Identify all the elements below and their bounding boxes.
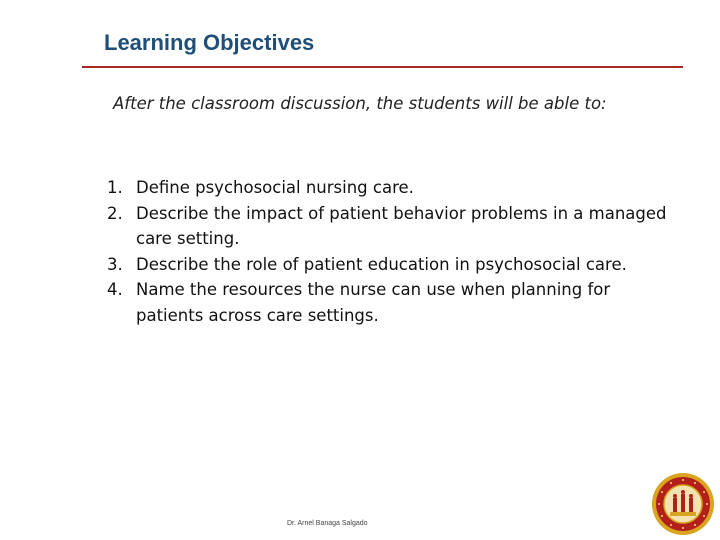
objectives-list: [107, 175, 667, 328]
objective-text: Describe the impact of patient behavior problems in a managed care setting.: [136, 203, 667, 248]
objective-item: [107, 252, 667, 278]
objective-item: [107, 201, 667, 252]
objective-number: 1.: [107, 178, 123, 197]
objective-number: 3.: [107, 254, 123, 274]
objective-number: 4.: [107, 280, 123, 299]
intro-text: After the classroom discussion, the students will be able to:: [113, 94, 607, 113]
objective-item: [107, 175, 667, 201]
slide-title: Learning Objectives: [104, 30, 315, 55]
footer-author: Dr. Arnel Banaga Salgado: [287, 520, 368, 527]
title-divider: [82, 66, 683, 68]
objective-text: Define psychosocial nursing care.: [136, 178, 414, 197]
objective-number: 2.: [107, 203, 123, 223]
objective-text: Name the resources the nurse can use when planning for patients across care settings.: [136, 280, 611, 325]
objective-text: Describe the role of patient education in psychosocial care.: [136, 254, 627, 274]
objective-item: [107, 277, 667, 328]
university-seal-icon: [651, 472, 715, 536]
